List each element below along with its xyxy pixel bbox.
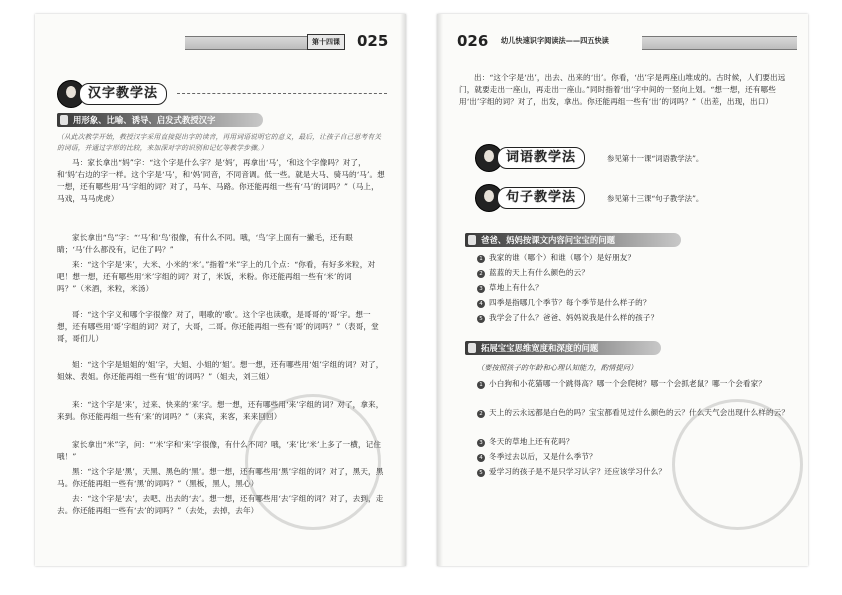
- paragraph-lai: 来：“这个字是‘来’，过来、快来的‘来’字。想一想，还有哪些用‘来’字组的词？对了，拿来，来到。你还能再组一些有‘来’的词吗？”（来宾，来客，来来回回）: [57, 400, 384, 421]
- paragraph-chu: 出：“这个字是‘出’，出去、出来的‘出’。你看，‘出’字是两座山堆成的。古时候，人们要出远门，就要走出一座山，再走出一座山。”同时指着‘出’字中间的一竖向上划。“想一想，还有哪些用‘出’字组的词？对了，出发，拿出。你还能再组一些有‘出’的词吗？”（出差，出现，出口）: [459, 73, 786, 106]
- question-text: 四季是指哪几个季节？每个季节是什么样子的？: [489, 298, 651, 307]
- sub-heading: 用形象、比喻、诱导、启发式教授汉字: [57, 113, 263, 127]
- paragraph-mi-lai-compare: 家长拿出“米”字，问：“‘米’字和‘来’字很像，有什么不同？哦，‘来’比‘米’上多了一横，记住哦！”: [57, 440, 382, 461]
- number-badge: 5: [477, 469, 485, 477]
- watermark-stamp: [672, 399, 803, 530]
- question-text: 草地上有什么？: [489, 283, 543, 292]
- question-text: 冬天的草地上还有花吗？: [489, 437, 574, 446]
- question-text: 我学会了什么？爸爸、妈妈说我是什么样的孩子？: [489, 313, 659, 322]
- left-page: [35, 14, 406, 566]
- paragraph-mi: 来：“这个字是‘来’，大米、小米的‘米’。”指着“米”字上的几个点：“你看，有好多米粒，对吧！想一想，还有哪些用‘米’字组的词？对了，米饭，米粉。你还能再组一些有‘米’的词吗？”（米酒，米粒，米汤）: [57, 260, 376, 293]
- list-item: [477, 282, 792, 294]
- paragraph-niao: 家长拿出“鸟”字：“‘马’和‘鸟’很像，有什么不同。哦，‘鸟’字上面有一撇毛，还有眼睛；‘马’什么都没有，记住了吗？”: [57, 233, 353, 254]
- question-text: 我家的谁（哪个）和谁（哪个）是好朋友？: [489, 253, 636, 262]
- header-strip: [642, 36, 797, 50]
- header-strip: [185, 36, 307, 50]
- number-badge: 1: [477, 381, 485, 389]
- section-title: 词语教学法: [497, 147, 585, 169]
- question-text: 爱学习的孩子是不是只学习认字？还应该学习什么？: [489, 467, 666, 476]
- section-reference: 参见第十三课“句子教学法”。: [607, 194, 704, 203]
- question-text: 蓝蓝的天上有什么颜色的云？: [489, 268, 590, 277]
- page-number: 026: [457, 32, 489, 50]
- question-text: 小白狗和小花猫哪一个跳得高？哪一个会爬树？哪一个会抓老鼠？哪一个会看家？: [489, 379, 766, 388]
- header-book-title: 幼儿快速识字阅读法——四五快读: [501, 36, 609, 45]
- age-note: （要按照孩子的年龄和心理认知能力，酌情提问）: [477, 363, 638, 372]
- page-gutter-shadow: [400, 14, 406, 566]
- paragraph-ge: 哥：“这个字义和哪个字很像？对了，唱歌的‘歌’。这个字也读歌，是哥哥的‘哥’字。想一想，还有哪些用‘哥’字组的词？对了，大哥，二哥。你还能再组一些有‘哥’的词吗？”（表哥，堂哥，哥们儿）: [57, 310, 379, 343]
- number-badge: 4: [477, 454, 485, 462]
- section-badge-hanzi: [57, 80, 387, 106]
- number-badge: 2: [477, 270, 485, 278]
- header-lesson-box: 第十四课: [307, 34, 345, 50]
- number-badge: 3: [477, 439, 485, 447]
- number-badge: 5: [477, 315, 485, 323]
- section-title: 句子教学法: [497, 187, 585, 209]
- sub-heading-thinking: 拓展宝宝思维宽度和深度的问题: [465, 341, 661, 355]
- number-badge: 2: [477, 410, 485, 418]
- list-item: [477, 267, 792, 279]
- section-badge-juzi: [475, 184, 595, 210]
- list-item: [477, 297, 792, 309]
- number-badge: 1: [477, 255, 485, 263]
- number-badge: 4: [477, 300, 485, 308]
- page-number: 025: [357, 32, 389, 50]
- section-reference: 参见第十一课“词语教学法”。: [607, 154, 704, 163]
- list-item: [477, 252, 792, 264]
- paragraph-hei: 黑：“这个字是‘黑’，天黑、黑色的‘黑’。想一想，还有哪些用‘黑’字组的词？对了，黑天，黑马。你还能再组一些有‘黑’的词吗？”（黑板，黑人，黑心）: [57, 467, 384, 488]
- number-badge: 3: [477, 285, 485, 293]
- sub-heading-questions: 爸爸、妈妈按课文内容问宝宝的问题: [465, 233, 681, 247]
- question-text: 冬季过去以后，又是什么季节？: [489, 452, 597, 461]
- paragraph-qu: 去：“这个字是‘去’，去吧、出去的‘去’。想一想，还有哪些用‘去’字组的词？对了，去到，走去。你还能再组一些有‘去’的词吗？”（去处，去掉，去年）: [57, 494, 384, 515]
- paragraph-ma: 马：家长拿出“妈”字：“这个字是什么字？是‘妈’，再拿出‘马’，‘和这个字像吗？对了，和‘妈’右边的字一样。这个字是‘马’，和‘妈’同音，不同音调。低一些。就是大马、骑马的‘马’。想一想，还有哪些用‘马’字组的词？对了，马车、马路。你还能再组一些有‘马’的词吗？”（马上，马戏，马马虎虎）: [57, 158, 385, 203]
- watermark-stamp: [245, 394, 381, 530]
- paragraph-jie: 姐：“这个字是姐姐的‘姐’字，大姐、小姐的‘姐’。想一想，还有哪些用‘姐’字组的词？对了，姐妹、表姐。你还能再组一些有‘姐’的词吗？”（姐夫，刘三姐）: [57, 360, 384, 381]
- intro-note: （从此次教学开始，教授汉字采用直接提出字的读音，再用词语说明它的意义，最后，让孩子自己思考有关的词语，并通过字形的比较，来加深对字的识别和记忆等教学步骤。）: [57, 133, 382, 152]
- section-divider: [177, 93, 387, 94]
- page-gutter-shadow: [437, 14, 443, 566]
- section-badge-ciyu: [475, 144, 595, 170]
- section-title: 汉字教学法: [79, 83, 167, 105]
- right-page: [437, 14, 808, 566]
- question-text: 天上的云永远都是白色的吗？宝宝都看见过什么颜色的云？什么天气会出现什么样的云？: [489, 408, 790, 417]
- list-item: [477, 378, 795, 390]
- list-item: [477, 312, 792, 324]
